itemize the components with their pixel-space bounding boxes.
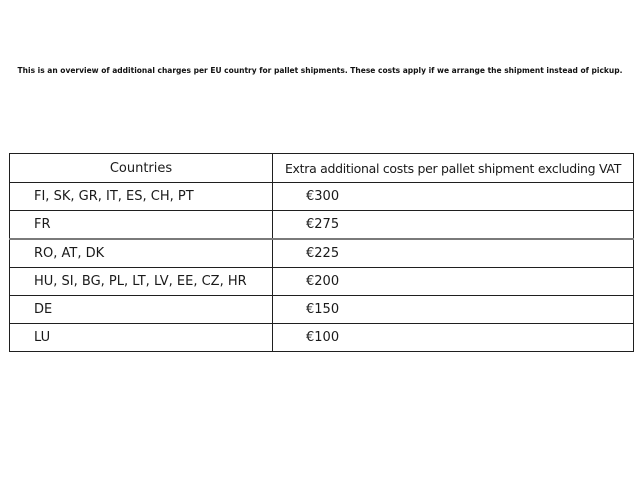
countries-column-header: Countries [10,154,273,183]
countries-cell: RO, AT, DK [10,239,273,268]
intro-caption: This is an overview of additional charges per EU country for pallet shipments. These costs apply if we arrange the shipment instead of pickup. [17,66,623,75]
countries-cell: DE [10,296,273,324]
costs-column-header: Extra additional costs per pallet shipment excluding VAT [273,154,634,183]
table-header-row [10,154,634,183]
countries-cell: FR [10,211,273,240]
cost-cell: €200 [273,268,634,296]
cost-cell: €275 [273,211,634,240]
cost-cell: €100 [273,324,634,352]
charges-table [9,153,634,352]
table-row [10,211,634,240]
table-row [10,296,634,324]
cost-cell: €225 [273,239,634,268]
table-row [10,239,634,268]
countries-cell: HU, SI, BG, PL, LT, LV, EE, CZ, HR [10,268,273,296]
table-row [10,324,634,352]
cost-cell: €150 [273,296,634,324]
cost-cell: €300 [273,183,634,211]
table-row [10,268,634,296]
countries-cell: FI, SK, GR, IT, ES, CH, PT [10,183,273,211]
countries-cell: LU [10,324,273,352]
table-row [10,183,634,211]
